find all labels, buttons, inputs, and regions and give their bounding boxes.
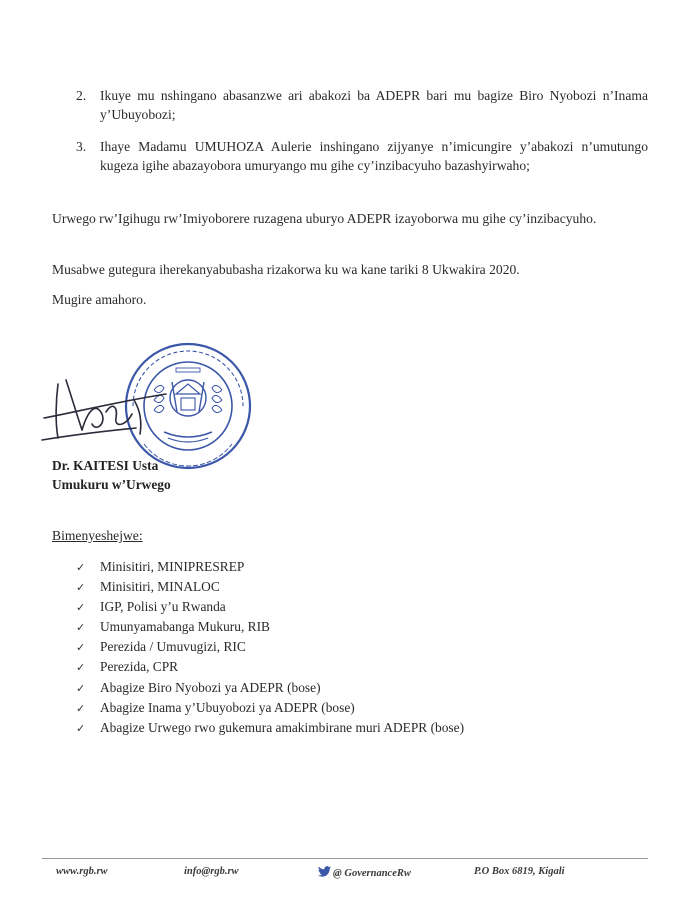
signer-title: Umukuru w’Urwego xyxy=(52,477,171,492)
cc-recipient: Perezida, CPR xyxy=(100,659,179,675)
checkmark-icon: ✓ xyxy=(76,621,86,635)
footer-email-link[interactable]: info@rgb.rw xyxy=(184,866,239,877)
twitter-icon xyxy=(318,866,331,877)
checkmark-icon: ✓ xyxy=(76,641,86,655)
cc-list-item xyxy=(76,657,464,677)
cc-recipient: Abagize Biro Nyobozi ya ADEPR (bose) xyxy=(100,679,321,695)
item-text: Ihaye Madamu UMUHOZA Aulerie inshingano zijyanye n’imicungire y’abakozi n’umutungo kugeza igihe abazayobora umuryango mu gihe cy’inzibacyuho bazashyirwaho; xyxy=(100,139,648,173)
body-paragraph: Musabwe gutegura iherekanyabubasha rizakorwa ku wa kane tariki 8 Ukwakira 2020. xyxy=(52,262,520,277)
footer-website-link[interactable]: www.rgb.rw xyxy=(56,866,108,877)
cc-list-item xyxy=(76,698,464,718)
cc-recipient: IGP, Polisi y’u Rwanda xyxy=(100,599,226,615)
checkmark-icon: ✓ xyxy=(76,661,86,675)
cc-list-item xyxy=(76,637,464,657)
cc-list-item xyxy=(76,597,464,617)
body-paragraph: Urwego rw’Igihugu rw’Imiyoborere ruzagena uburyo ADEPR izayoborwa mu gihe cy’inzibacyuho. xyxy=(52,211,597,226)
cc-list-item xyxy=(76,617,464,637)
cc-recipient: Abagize Urwego rwo gukemura amakimbirane muri ADEPR (bose) xyxy=(100,719,465,735)
footer-twitter[interactable] xyxy=(318,866,411,879)
cc-list xyxy=(76,557,464,738)
footer-address: P.O Box 6819, Kigali xyxy=(474,866,565,877)
checkmark-icon: ✓ xyxy=(76,581,86,595)
checkmark-icon: ✓ xyxy=(76,701,86,715)
footer-divider xyxy=(42,858,648,859)
numbered-item xyxy=(76,137,648,175)
cc-recipient: Abagize Inama y’Ubuyobozi ya ADEPR (bose) xyxy=(100,699,355,715)
checkmark-icon: ✓ xyxy=(76,601,86,615)
checkmark-icon: ✓ xyxy=(76,561,86,574)
checkmark-icon: ✓ xyxy=(76,681,86,695)
cc-recipient: Minisitiri, MINALOC xyxy=(100,579,220,595)
cc-recipient: Perezida / Umuvugizi, RIC xyxy=(100,639,246,655)
cc-recipient: Umunyamabanga Mukuru, RIB xyxy=(100,619,270,635)
numbered-item xyxy=(76,86,648,124)
item-number: 3. xyxy=(76,139,87,154)
closing-paragraph: Mugire amahoro. xyxy=(52,292,147,307)
cc-heading: Bimenyeshejwe: xyxy=(52,528,143,543)
cc-list-item xyxy=(76,577,464,597)
signer-name: Dr. KAITESI Usta xyxy=(52,458,159,473)
footer-twitter-handle: @ GovernanceRw xyxy=(333,868,411,879)
cc-list-item xyxy=(76,678,464,698)
cc-recipient: Minisitiri, MINIPRESREP xyxy=(100,559,245,574)
item-text: Ikuye mu nshingano abasanzwe ari abakozi ba ADEPR bari mu bagize Biro Nyobozi n’Inama y’Ubuyobozi; xyxy=(100,88,648,122)
official-seal xyxy=(126,344,250,468)
cc-list-item xyxy=(76,557,464,577)
cc-list-item xyxy=(76,718,464,738)
item-number: 2. xyxy=(76,88,87,103)
checkmark-icon: ✓ xyxy=(76,721,86,735)
